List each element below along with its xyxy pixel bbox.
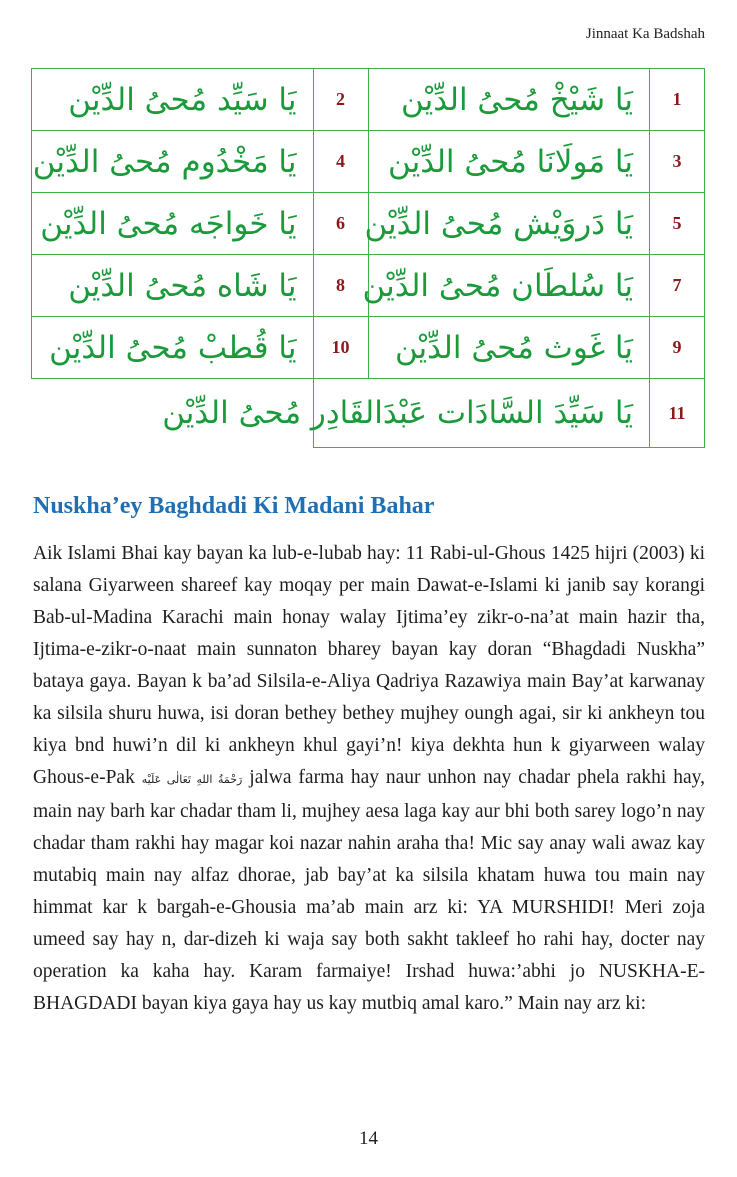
row-number: 1 xyxy=(650,69,705,131)
row-number: 3 xyxy=(650,131,705,193)
name-cell: يَا سُلطَان مُحىُ الدِّيْن xyxy=(368,255,650,317)
table-row xyxy=(32,379,705,448)
table-row xyxy=(32,255,705,317)
running-header: Jinnaat Ka Badshah xyxy=(585,26,705,42)
body-text-part-2: jalwa farma hay naur unhon nay chadar phela rakhi hay, main nay barh kar chadar tham li, mujhey aesa laga kay aur bhi both sarey logo’n nay chadar tham rakhi hay magar koi nazar nahin araha tha! Mic say anay wali awaz kay mutabiq main nay alfaz dhorae, jab bay’at ka silsila khatam huwa tou main nay himmat kar k bargah-e-Ghousia ma’ab main arz ki: YA MURSHIDI! Meri zoja umeed say hay n, dar-dizeh ki waja say both sakht takleef ho rahi hay, docter nay operation ka kaha hay. Karam farmaiye! Irshad huwa:’abhi jo NUSKHA-E-BHAGDADI bayan kiya gaya hay us kay mutbiq amal karo.” Main nay arz ki: xyxy=(33,767,705,1014)
row-number: 7 xyxy=(650,255,705,317)
name-cell: يَا مَولَانَا مُحىُ الدِّيْن xyxy=(368,131,650,193)
name-cell: يَا شَيْخْ مُحىُ الدِّيْن xyxy=(368,69,650,131)
table-row xyxy=(32,131,705,193)
body-text xyxy=(33,538,705,1020)
row-number: 5 xyxy=(650,193,705,255)
row-number: 10 xyxy=(313,317,368,379)
name-cell: يَا سَيِّد مُحىُ الدِّيْن xyxy=(32,69,314,131)
name-cell: يَا دَروَيْش مُحىُ الدِّيْن xyxy=(368,193,650,255)
table-row xyxy=(32,193,705,255)
name-cell: يَا مَخْدُوم مُحىُ الدِّيْن xyxy=(32,131,314,193)
page-number: 14 xyxy=(359,1128,378,1149)
body-paragraph xyxy=(33,538,705,1020)
names-table xyxy=(31,68,705,448)
row-number: 9 xyxy=(650,317,705,379)
table-row xyxy=(32,317,705,379)
row-number: 8 xyxy=(313,255,368,317)
table-row xyxy=(32,69,705,131)
section-title: Nuskha’ey Baghdadi Ki Madani Bahar xyxy=(33,493,435,519)
name-cell: يَا سَيِّدَ السَّادَات عَبْدَالقَادِر مُحىُ الدِّيْن xyxy=(313,379,650,448)
row-number: 4 xyxy=(313,131,368,193)
body-text-part-1: Aik Islami Bhai kay bayan ka lub-e-lubab hay: 11 Rabi-ul-Ghous 1425 hijri (2003) ki salana Giyarween shareef kay moqay per main Dawat-e-Islami ki janib say korangi Bab-ul-Madina Karachi main honay walay Ijtima’ey zikr-o-na’at main hazir tha, Ijtima-e-zikr-o-naat main sunnaton bharey bayan kay doran “Bhagdadi Nuskha” bataya gaya. Bayan k ba’ad Silsila-e-Aliya Qadriya Razawiya main Bay’at karwanay ka silsila shuru huwa, isi doran bethey bethey mujhey oungh agai, sir ki ankheyn tou kiya bnd huwi’n dil ki ankheyn khul gayi’n! kiya dekhta hun k giyarween walay Ghous-e-Pak xyxy=(33,543,705,788)
honorific-text: رَحْمَةُ اللهِ تَعَالٰی عَلَيْه xyxy=(141,773,243,786)
row-number: 6 xyxy=(313,193,368,255)
name-cell: يَا شَاه مُحىُ الدِّيْن xyxy=(32,255,314,317)
name-cell: يَا قُطبْ مُحىُ الدِّيْن xyxy=(32,317,314,379)
name-cell: يَا خَواجَه مُحىُ الدِّيْن xyxy=(32,193,314,255)
row-number: 2 xyxy=(313,69,368,131)
name-cell: يَا غَوث مُحىُ الدِّيْن xyxy=(368,317,650,379)
row-number: 11 xyxy=(650,379,705,448)
